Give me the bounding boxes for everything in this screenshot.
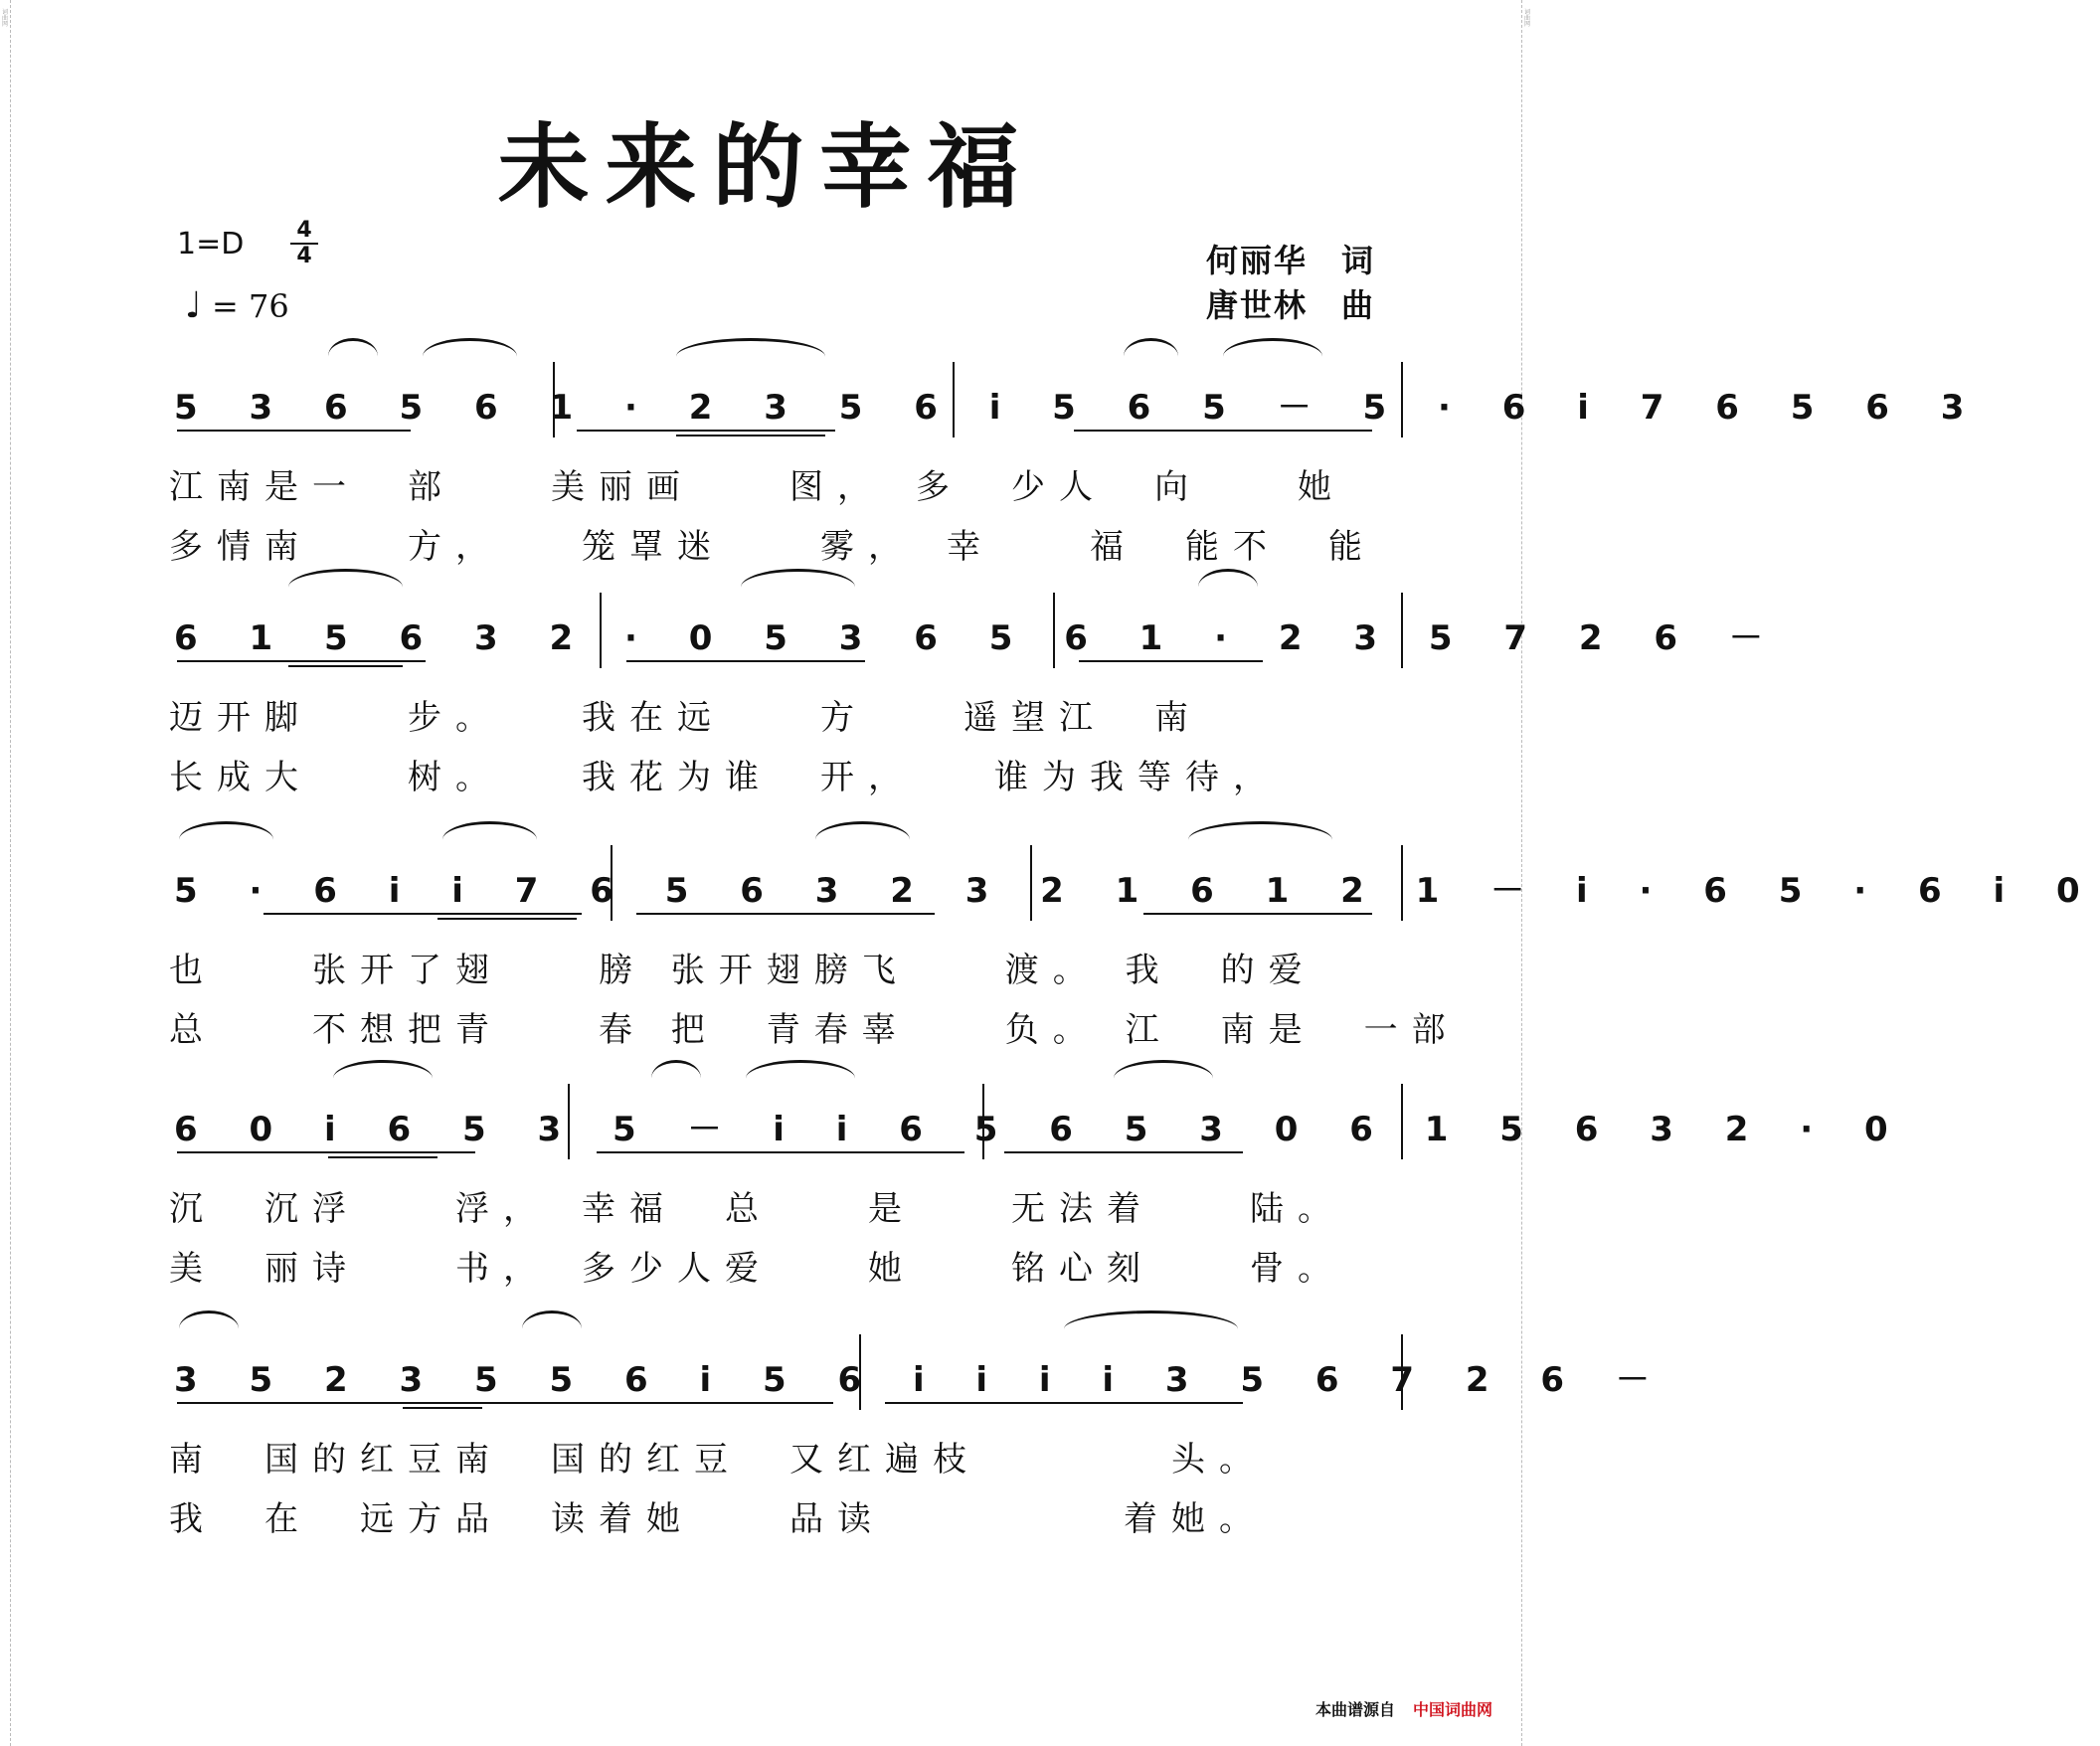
beam-underline xyxy=(1074,430,1372,432)
tempo-marking xyxy=(185,285,289,326)
beam-underline xyxy=(177,660,426,662)
notation-line: 6 1 5 6 3 2 · 0 5 3 6 5 6 1 · 2 3 5 7 2 6 － xyxy=(174,618,1783,658)
time-signature-top: 4 xyxy=(290,219,318,245)
beam-underline xyxy=(636,913,935,915)
tempo-value: = 76 xyxy=(211,287,289,325)
slur xyxy=(179,1310,239,1347)
lyrics-verse-2: 总 不想把青 春 把 青春辜 负。 江 南是 一部 xyxy=(169,1010,1460,1050)
song-title: 未来的幸福 xyxy=(497,114,1035,221)
lyrics-verse-1: 也 张开了翅 膀 张开翅膀飞 渡。 我 的爱 xyxy=(169,951,1316,990)
score-row-2 xyxy=(0,609,1783,847)
key-signature: 1=D xyxy=(177,227,245,262)
slur xyxy=(1223,338,1322,375)
lyrics-verse-1: 江南是一 部 美丽画 图， 多 少人 向 她 xyxy=(169,467,1345,507)
beam-underline-double xyxy=(676,435,825,436)
beam-underline xyxy=(177,1402,833,1404)
site-link[interactable]: 中国词曲网 xyxy=(1412,1700,1492,1719)
slur xyxy=(442,821,537,858)
lyrics-verse-2: 我 在 远方品 读着她 品读 着她。 xyxy=(169,1499,1267,1539)
quarter-note-icon: ♩ xyxy=(185,285,202,326)
source-footer xyxy=(1315,1697,1492,1720)
notation-line: 5 3 6 5 6 1 · 2 3 5 6 i 5 6 5 － 5 · 6 i 7 6 5 6 3 xyxy=(174,388,1985,428)
score-row-4 xyxy=(0,1100,1908,1338)
lyrics-verse-1: 迈开脚 步。 我在远 方 遥望江 南 xyxy=(169,698,1202,738)
beam-underline-double xyxy=(403,1407,482,1409)
slur xyxy=(1188,821,1332,858)
slur xyxy=(1064,1310,1238,1347)
beam-underline xyxy=(1079,660,1263,662)
beam-underline xyxy=(577,430,835,432)
slur xyxy=(328,338,378,375)
lyrics-verse-1: 南 国的红豆南 国的红豆 又红遍枝 头。 xyxy=(169,1440,1267,1480)
lyrics-verse-2: 长成大 树。 我花为谁 开， 谁为我等待， xyxy=(169,758,1281,797)
time-signature-bottom: 4 xyxy=(296,244,312,268)
slur xyxy=(746,1060,855,1097)
notation-line: 3 5 2 3 5 5 6 i 5 6 i i i i 3 5 6 7 2 6 － xyxy=(174,1360,1669,1400)
beam-underline xyxy=(1004,1151,1243,1153)
slur xyxy=(741,569,855,606)
slur xyxy=(333,1060,433,1097)
edge-watermark: 词曲网 xyxy=(1,9,8,28)
beam-underline xyxy=(263,913,582,915)
slur xyxy=(423,338,517,375)
score-row-5 xyxy=(0,1350,1669,1589)
edge-watermark: 词曲网 xyxy=(1523,9,1530,28)
slur xyxy=(676,338,825,375)
slur xyxy=(1198,569,1258,606)
time-signature xyxy=(290,219,318,268)
beam-underline xyxy=(177,1151,475,1153)
slur xyxy=(1124,338,1178,375)
slur xyxy=(288,569,403,606)
slur xyxy=(1114,1060,1213,1097)
notation-line: 6 0 i 6 5 3 5 － i i 6 5 6 5 3 0 6 1 5 6 3 2 · 0 xyxy=(174,1110,1908,1149)
beam-underline xyxy=(885,1402,1243,1404)
lyricist-credit: 何丽华 词 xyxy=(1205,242,1375,279)
beam-underline-double xyxy=(328,1156,438,1158)
beam-underline-double xyxy=(438,918,577,920)
slur xyxy=(815,821,910,858)
slur xyxy=(651,1060,701,1097)
beam-underline xyxy=(626,660,865,662)
composer-credit: 唐世林 曲 xyxy=(1205,286,1375,324)
beam-underline-double xyxy=(288,665,403,667)
slur xyxy=(179,821,273,858)
lyrics-verse-2: 多情南 方， 笼罩迷 雾， 幸 福 能不 能 xyxy=(169,527,1376,567)
lyrics-verse-1: 沉 沉浮 浮， 幸福 总 是 无法着 陆。 xyxy=(169,1189,1345,1229)
beam-underline xyxy=(177,430,411,432)
source-label: 本曲谱源自 xyxy=(1314,1700,1395,1719)
notation-line: 5 · 6 i i 7 6 5 6 3 2 3 2 1 6 1 2 1 － i · 6 5 · 6 i 0 xyxy=(174,871,2100,911)
beam-underline xyxy=(1143,913,1372,915)
lyrics-verse-2: 美 丽诗 书， 多少人爱 她 铭心刻 骨。 xyxy=(169,1249,1345,1289)
slur xyxy=(522,1310,582,1347)
beam-underline xyxy=(597,1151,964,1153)
